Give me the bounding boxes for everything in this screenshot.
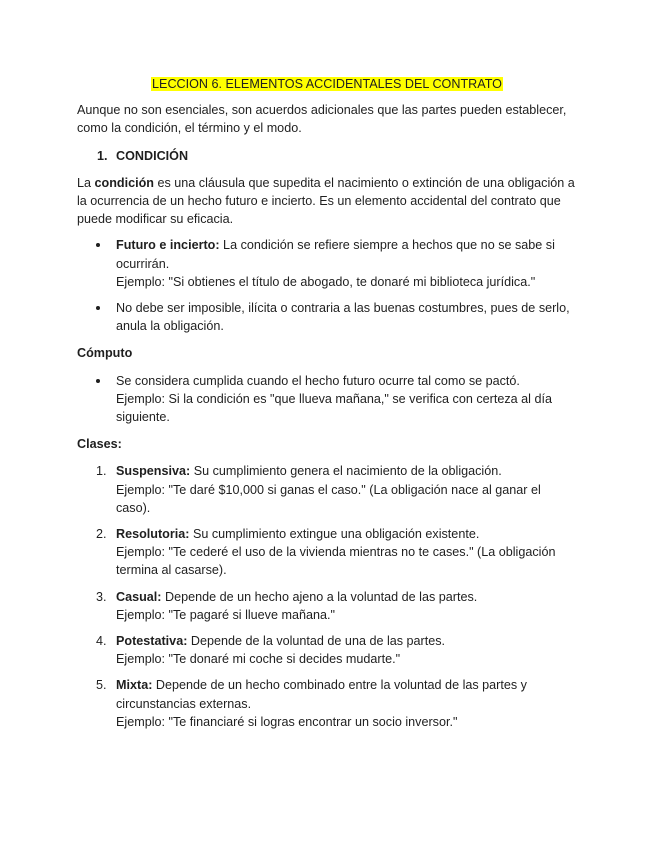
item-term: Suspensiva:	[116, 464, 191, 479]
item-example: Ejemplo: "Te donaré mi coche si decides mudarte."	[116, 652, 401, 667]
bullet-term: Futuro e incierto:	[116, 238, 220, 253]
item-number: 3.	[96, 589, 107, 604]
intro-paragraph: Aunque no son esenciales, son acuerdos adicionales que las partes pueden establecer, como la condición, el término y el modo.	[77, 103, 567, 136]
section-number: 1.	[97, 148, 108, 163]
bullet-icon	[96, 379, 100, 383]
item-example: Ejemplo: "Te cederé el uso de la vivienda mientras no te cases." (La obligación termina al casarse).	[116, 545, 556, 578]
definition-term: condición	[94, 175, 154, 190]
clases-list	[77, 462, 577, 731]
condicion-bullets	[77, 236, 577, 335]
list-item	[77, 632, 577, 668]
list-item	[77, 299, 577, 335]
item-text: Depende de la voluntad de una de las partes.	[187, 634, 446, 649]
computo-heading: Cómputo	[77, 346, 133, 361]
item-example: Ejemplo: "Te daré $10,000 si ganas el caso." (La obligación nace al ganar el caso).	[116, 482, 541, 515]
definition-post: es una cláusula que supedita el nacimiento o extinción de una obligación a la ocurrencia de un hecho futuro e incierto. Es un elemento accidental del contrato que puede modificar su eficacia.	[77, 175, 575, 227]
item-term: Potestativa:	[116, 634, 188, 649]
list-item	[77, 236, 577, 291]
list-item	[77, 372, 577, 427]
bullet-text: No debe ser imposible, ilícita o contraria a las buenas costumbres, pues de serlo, anula la obligación.	[116, 301, 570, 334]
bullet-text: La condición se refiere siempre a hechos que no se sabe si ocurrirán.	[116, 238, 555, 271]
list-item	[77, 676, 577, 731]
section-heading-condicion	[97, 147, 577, 165]
bullet-text: Se considera cumplida cuando el hecho futuro ocurre tal como se pactó.	[116, 373, 520, 388]
item-example: Ejemplo: "Te financiaré si logras encontrar un socio inversor."	[116, 714, 458, 729]
computo-bullets	[77, 372, 577, 427]
item-term: Mixta:	[116, 678, 153, 693]
condicion-definition	[77, 174, 577, 229]
item-number: 4.	[96, 634, 107, 649]
item-text: Su cumplimiento genera el nacimiento de la obligación.	[190, 464, 502, 479]
lesson-title: LECCION 6. ELEMENTOS ACCIDENTALES DEL CONTRATO	[152, 77, 502, 91]
bullet-icon	[96, 306, 100, 310]
item-text: Su cumplimiento extingue una obligación existente.	[189, 527, 480, 542]
document-page	[77, 75, 577, 739]
item-text: Depende de un hecho combinado entre la voluntad de las partes y circunstancias externas.	[116, 678, 527, 711]
title-block	[77, 75, 577, 93]
item-example: Ejemplo: "Te pagaré si llueve mañana."	[116, 607, 335, 622]
bullet-example: Ejemplo: Si la condición es "que llueva mañana," se verifica con certeza al día siguiente.	[116, 391, 552, 425]
list-item	[77, 462, 577, 517]
item-text: Depende de un hecho ajeno a la voluntad de las partes.	[161, 589, 478, 604]
bullet-example: Ejemplo: "Si obtienes el título de abogado, te donaré mi biblioteca jurídica."	[116, 274, 536, 289]
item-number: 5.	[96, 678, 107, 693]
bullet-icon	[96, 243, 100, 247]
list-item	[77, 525, 577, 580]
item-term: Casual:	[116, 589, 162, 604]
definition-pre: La	[77, 175, 95, 190]
item-term: Resolutoria:	[116, 527, 190, 542]
section-heading-text: CONDICIÓN	[116, 148, 189, 163]
item-number: 2.	[96, 527, 107, 542]
clases-heading: Clases:	[77, 437, 122, 452]
list-item	[77, 588, 577, 624]
item-number: 1.	[96, 464, 107, 479]
